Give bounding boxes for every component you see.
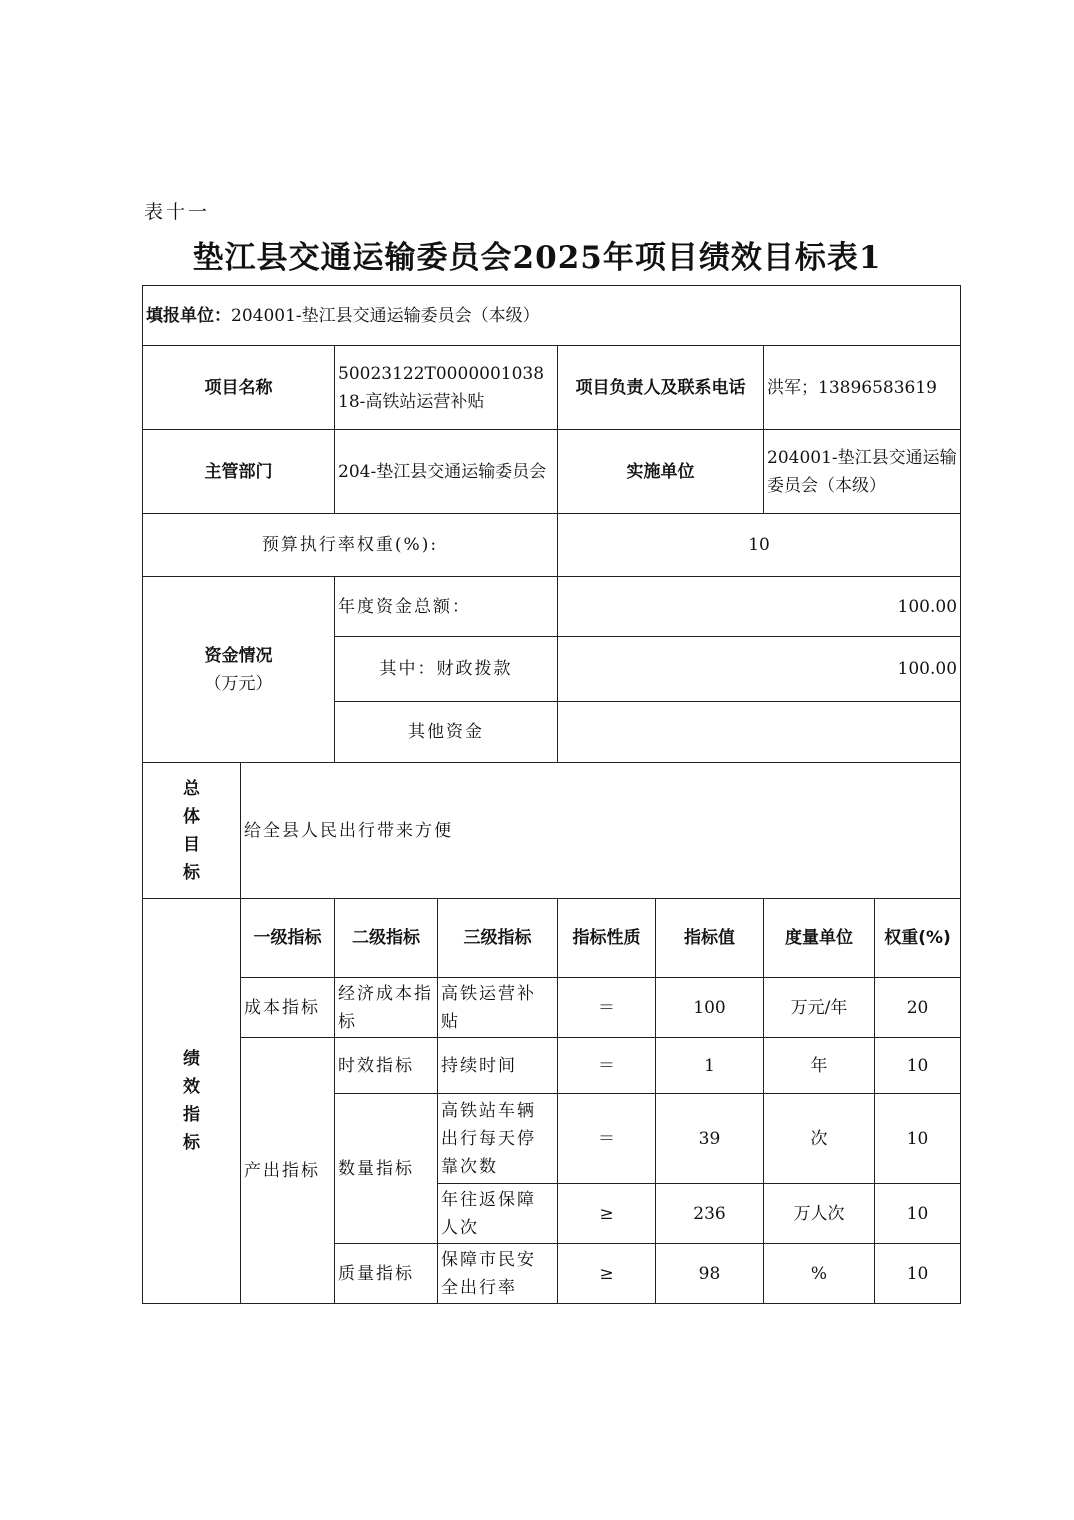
level1-indicator: 成本指标 [241, 978, 335, 1038]
budget-rate-row [143, 514, 961, 577]
indicator-header-row [143, 899, 961, 978]
header-unit: 度量单位 [764, 899, 875, 978]
indicator-value: 39 [656, 1094, 764, 1184]
filling-unit-label: 填报单位： [146, 305, 231, 326]
funds-label-cell [143, 577, 335, 763]
budget-rate-label: 预算执行率权重(%): [143, 514, 558, 577]
filling-unit-value: 204001-垫江县交通运输委员会（本级） [231, 305, 540, 326]
funds-total-value: 100.00 [558, 577, 961, 637]
header-value: 指标值 [656, 899, 764, 978]
implementing-unit-value: 204001-垫江县交通运输委员会（本级） [764, 430, 961, 514]
funds-total-row [143, 577, 961, 637]
indicator-nature: ≥ [558, 1184, 656, 1244]
project-name-label: 项目名称 [143, 346, 335, 430]
level3-indicator: 保障市民安全出行率 [438, 1244, 558, 1304]
indicator-weight: 10 [875, 1244, 961, 1304]
overall-goal-label [143, 763, 241, 899]
header-level1: 一级指标 [241, 899, 335, 978]
indicator-weight: 10 [875, 1038, 961, 1094]
header-weight: 权重(%) [875, 899, 961, 978]
implementing-unit-label: 实施单位 [558, 430, 764, 514]
performance-indicator-label [143, 899, 241, 1304]
performance-label-char: 指 [183, 1105, 200, 1125]
funds-fiscal-label: 其中：财政拨款 [335, 637, 558, 702]
indicator-unit: 万人次 [764, 1184, 875, 1244]
overall-goal-char: 体 [183, 806, 200, 827]
performance-label-char: 效 [183, 1077, 200, 1097]
funds-fiscal-value: 100.00 [558, 637, 961, 702]
level3-indicator: 年往返保障人次 [438, 1184, 558, 1244]
overall-goal-char: 目 [183, 834, 200, 855]
indicator-value: 1 [656, 1038, 764, 1094]
indicator-nature: ＝ [558, 978, 656, 1038]
performance-label-char: 标 [183, 1133, 200, 1153]
funds-unit: （万元） [204, 673, 273, 694]
indicator-nature: ＝ [558, 1094, 656, 1184]
indicator-unit: 年 [764, 1038, 875, 1094]
header-level3: 三级指标 [438, 899, 558, 978]
level2-indicator: 质量指标 [335, 1244, 438, 1304]
level3-indicator: 高铁运营补贴 [438, 978, 558, 1038]
overall-goal-value: 给全县人民出行带来方便 [241, 763, 961, 899]
indicator-value: 98 [656, 1244, 764, 1304]
indicator-nature: ≥ [558, 1244, 656, 1304]
indicator-weight: 10 [875, 1094, 961, 1184]
level1-indicator: 产出指标 [241, 1038, 335, 1304]
level2-indicator: 时效指标 [335, 1038, 438, 1094]
indicator-value: 236 [656, 1184, 764, 1244]
indicator-nature: ＝ [558, 1038, 656, 1094]
document-title: 垫江县交通运输委员会2025年项目绩效目标表1 [192, 240, 882, 276]
department-label: 主管部门 [143, 430, 335, 514]
budget-rate-value: 10 [558, 514, 961, 577]
overall-goal-row [143, 763, 961, 899]
table-number-label: 表十一 [144, 201, 211, 223]
filling-unit-cell [143, 286, 961, 346]
filling-unit-row [143, 286, 961, 346]
level3-indicator: 高铁站车辆出行每天停靠次数 [438, 1094, 558, 1184]
table-row [143, 978, 961, 1038]
indicator-value: 100 [656, 978, 764, 1038]
department-row [143, 430, 961, 514]
project-name-row [143, 346, 961, 430]
overall-goal-char: 总 [183, 778, 200, 799]
level2-indicator: 经济成本指标 [335, 978, 438, 1038]
project-leader-value: 洪军；13896583619 [764, 346, 961, 430]
indicator-weight: 10 [875, 1184, 961, 1244]
header-level2: 二级指标 [335, 899, 438, 978]
performance-target-table [142, 285, 961, 1304]
indicator-unit: 次 [764, 1094, 875, 1184]
department-value: 204-垫江县交通运输委员会 [335, 430, 558, 514]
overall-goal-char: 标 [183, 862, 200, 883]
performance-label-char: 绩 [183, 1049, 200, 1069]
header-nature: 指标性质 [558, 899, 656, 978]
funds-other-label: 其他资金 [335, 702, 558, 763]
level2-indicator: 数量指标 [335, 1094, 438, 1244]
indicator-weight: 20 [875, 978, 961, 1038]
funds-total-label: 年度资金总额： [335, 577, 558, 637]
funds-label: 资金情况 [204, 645, 273, 666]
table-row [143, 1038, 961, 1094]
project-leader-label: 项目负责人及联系电话 [558, 346, 764, 430]
indicator-unit: % [764, 1244, 875, 1304]
project-name-value: 50023122T000000103818-高铁站运营补贴 [335, 346, 558, 430]
indicator-unit: 万元/年 [764, 978, 875, 1038]
funds-other-value [558, 702, 961, 763]
level3-indicator: 持续时间 [438, 1038, 558, 1094]
